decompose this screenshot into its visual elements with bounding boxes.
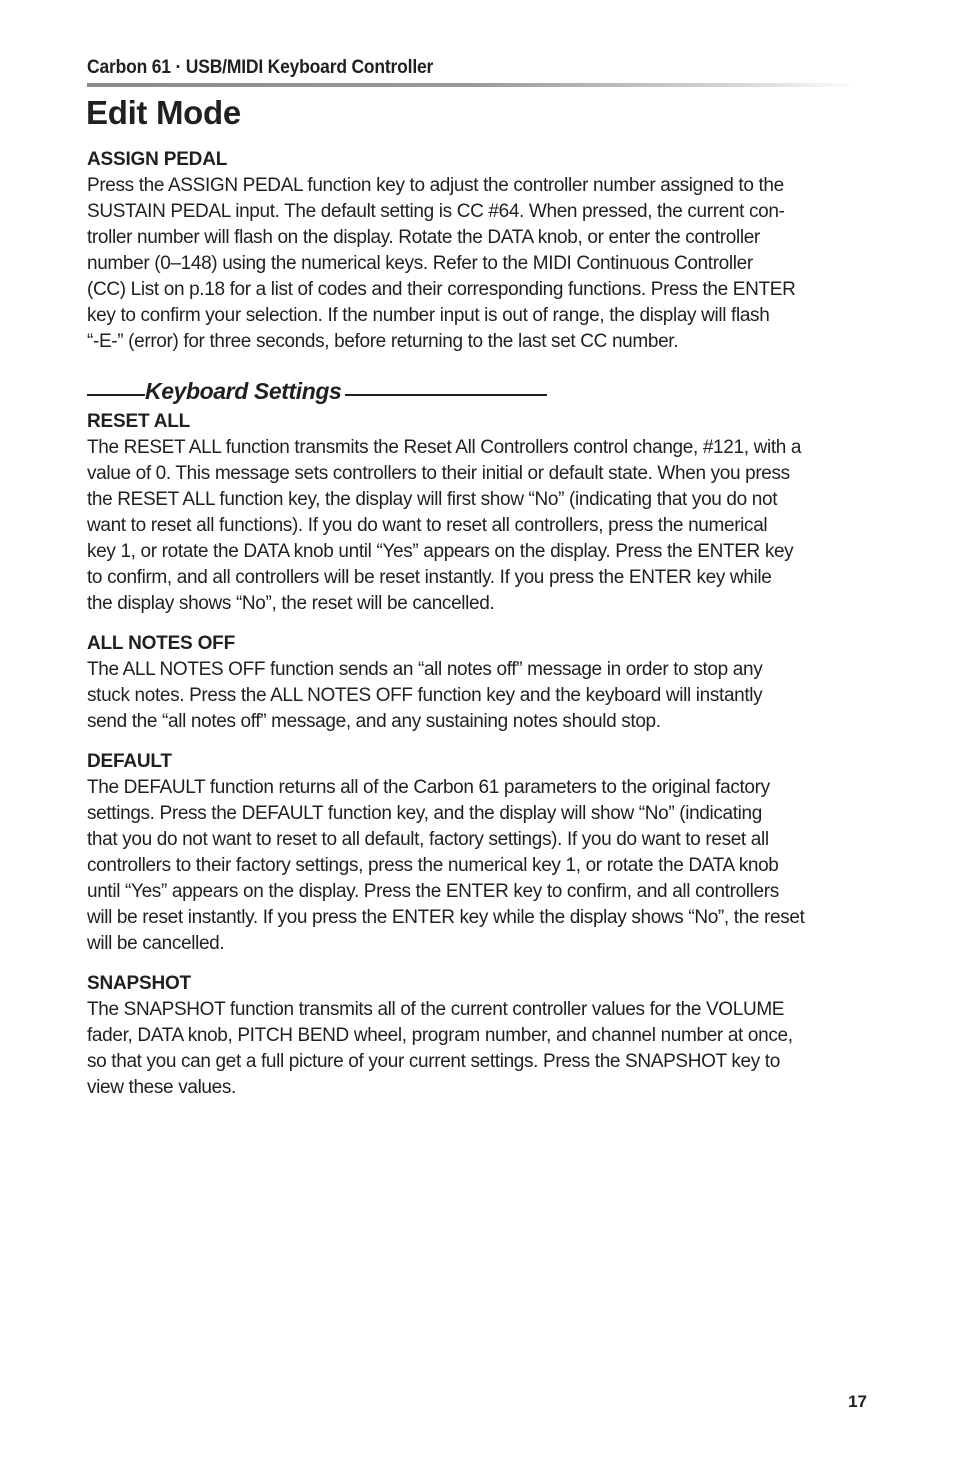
page-body (87, 147, 877, 1101)
subheading-text: Keyboard Settings (145, 378, 342, 404)
text-line: controllers to their factory settings, press the numerical key 1, or rotate the DATA knob (87, 855, 779, 876)
text-line: key 1, or rotate the DATA knob until “Yes” appears on the display. Press the ENTER key (87, 541, 794, 562)
section-assign-pedal (87, 147, 877, 355)
keyboard-settings-subheading (87, 369, 877, 409)
section-heading: ASSIGN PEDAL (87, 149, 228, 170)
text-line: (CC) List on p.18 for a list of codes and their corresponding functions. Press the ENTER (87, 279, 796, 300)
text-line: view these values. (87, 1077, 236, 1098)
section-body (87, 775, 877, 957)
page-number: 17 (848, 1392, 867, 1411)
text-line: number (0–148) using the numerical keys. Refer to the MIDI Continuous Controller (87, 253, 753, 274)
section-heading: SNAPSHOT (87, 973, 191, 994)
section-heading: DEFAULT (87, 751, 172, 772)
section-reset-all (87, 409, 877, 617)
text-line: The SNAPSHOT function transmits all of the current controller values for the VOLUME (87, 999, 785, 1020)
section-heading: ALL NOTES OFF (87, 633, 235, 654)
text-line: “-E-” (error) for three seconds, before returning to the last set CC number. (87, 331, 679, 352)
running-head-rule (87, 83, 860, 87)
text-line: will be cancelled. (87, 933, 225, 954)
text-line: The DEFAULT function returns all of the Carbon 61 parameters to the original factory (87, 777, 770, 798)
text-line: troller number will flash on the display. Rotate the DATA knob, or enter the controller (87, 227, 760, 248)
text-line: The RESET ALL function transmits the Reset All Controllers control change, #121, with a (87, 437, 802, 458)
section-body (87, 435, 877, 617)
text-line: Press the ASSIGN PEDAL function key to adjust the controller number assigned to the (87, 175, 784, 196)
section-snapshot (87, 971, 877, 1101)
text-line: the display shows “No”, the reset will be cancelled. (87, 593, 495, 614)
subheading-rule-right (345, 394, 547, 396)
text-line: fader, DATA knob, PITCH BEND wheel, program number, and channel number at once, (87, 1025, 793, 1046)
text-line: want to reset all functions). If you do want to reset all controllers, press the numerical (87, 515, 768, 536)
section-all-notes-off (87, 631, 877, 735)
text-line: key to confirm your selection. If the number input is out of range, the display will flash (87, 305, 770, 326)
text-line: The ALL NOTES OFF function sends an “all notes off” message in order to stop any (87, 659, 763, 680)
section-default (87, 749, 877, 957)
subheading-rule-left (87, 394, 145, 396)
section-body (87, 173, 877, 355)
text-line: that you do not want to reset to all default, factory settings). If you do want to reset all (87, 829, 769, 850)
text-line: stuck notes. Press the ALL NOTES OFF function key and the keyboard will instantly (87, 685, 763, 706)
text-line: send the “all notes off” message, and any sustaining notes should stop. (87, 711, 661, 732)
section-body (87, 657, 877, 735)
text-line: until “Yes” appears on the display. Press the ENTER key to confirm, and all controllers (87, 881, 779, 902)
text-line: so that you can get a full picture of your current settings. Press the SNAPSHOT key to (87, 1051, 780, 1072)
page-title: Edit Mode (86, 94, 241, 131)
text-line: SUSTAIN PEDAL input. The default setting is CC #64. When pressed, the current con- (87, 201, 785, 222)
running-head: Carbon 61 · USB/MIDI Keyboard Controller (87, 57, 434, 78)
section-heading: RESET ALL (87, 411, 191, 432)
text-line: will be reset instantly. If you press the ENTER key while the display shows “No”, the reset (87, 907, 805, 928)
text-line: to confirm, and all controllers will be reset instantly. If you press the ENTER key while (87, 567, 772, 588)
section-body (87, 997, 877, 1101)
text-line: the RESET ALL function key, the display will first show “No” (indicating that you do not (87, 489, 778, 510)
text-line: settings. Press the DEFAULT function key, and the display will show “No” (indicating (87, 803, 762, 824)
text-line: value of 0. This message sets controllers to their initial or default state. When you press (87, 463, 790, 484)
